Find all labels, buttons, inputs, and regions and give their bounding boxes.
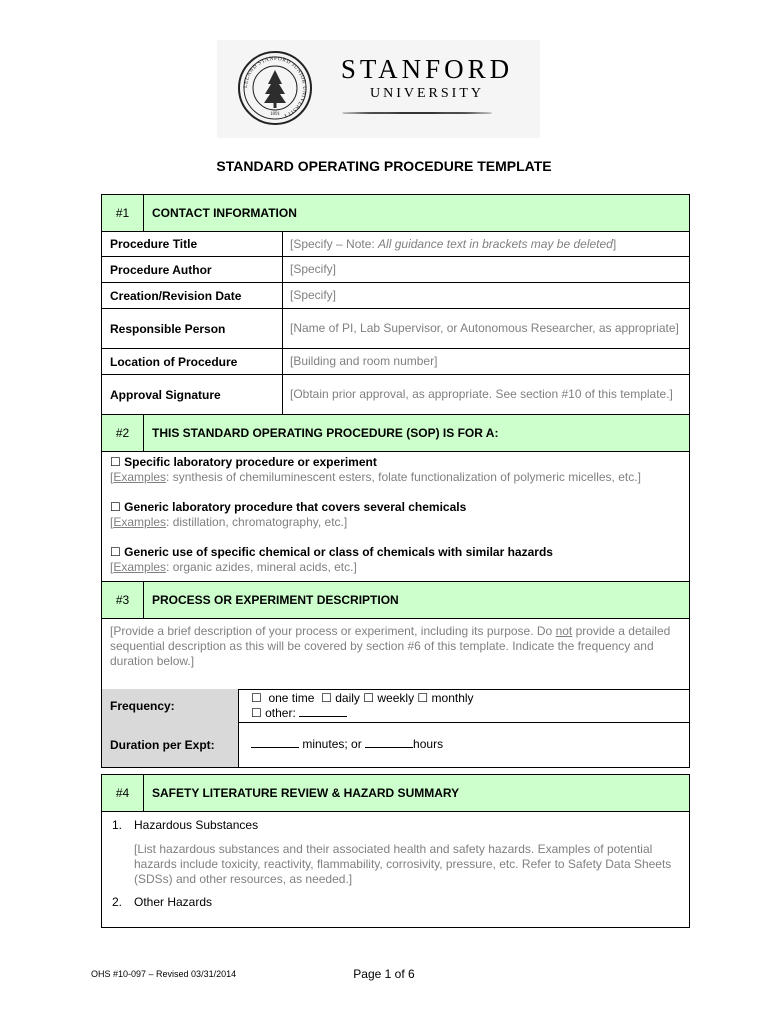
section-1-header	[101, 194, 690, 232]
option-specific-procedure: ☐ Specific laboratory procedure or experiment [Examples: synthesis of chemiluminescent esters, folate functionalization of polymeric micelles, etc.]	[110, 455, 641, 484]
list-item-hazardous-substances: Hazardous Substances	[134, 818, 259, 832]
info-row-approval-signature	[101, 375, 690, 415]
section-3-header	[101, 581, 690, 619]
minutes-input[interactable]	[251, 737, 299, 748]
frequency-row	[101, 689, 690, 723]
footer-revision: OHS #10-097 – Revised 03/31/2014	[91, 969, 237, 979]
option-example: : organic azides, mineral acids, etc.]	[166, 560, 357, 574]
minutes-text: minutes; or	[302, 737, 362, 751]
examples-label: Examples	[113, 470, 167, 484]
info-row-revision-date	[101, 283, 690, 309]
option-example: : distillation, chromatography, etc.]	[166, 515, 348, 529]
approval-signature-field[interactable]: [Obtain prior approval, as appropriate. See section #10 of this template.]	[290, 387, 673, 401]
footer-page-number: Page 1 of 6	[353, 967, 415, 981]
checkbox[interactable]: ☐	[110, 455, 121, 469]
checkbox[interactable]: ☐	[321, 691, 332, 705]
row-label: Approval Signature	[102, 375, 283, 414]
checkbox[interactable]: ☐	[251, 691, 262, 705]
row-label: Procedure Author	[102, 257, 283, 282]
hours-text: hours	[413, 737, 444, 751]
description-text: [Provide a brief description of your process or experiment, including its purpose. Do	[110, 624, 556, 638]
document-title: STANDARD OPERATING PROCEDURE TEMPLATE	[216, 158, 552, 174]
description-text: provide a detailed sequential description as this will be covered by section #6 of this template. Indicate the frequency and duration below.]	[110, 624, 671, 668]
checkbox[interactable]: ☐	[251, 706, 262, 720]
section-number: #3	[102, 582, 144, 618]
examples-label: Examples	[113, 515, 167, 529]
option-example: : synthesis of chemiluminescent esters, folate functionalization of polymeric micelles, etc.]	[166, 470, 641, 484]
freq-daily: daily	[335, 691, 360, 705]
revision-date-field[interactable]: [Specify]	[290, 288, 337, 302]
checkbox[interactable]: ☐	[417, 691, 429, 705]
option-generic-chemical: ☐ Generic use of specific chemical or class of chemicals with similar hazards [Examples: organic azides, mineral acids, etc.]	[110, 545, 553, 574]
stanford-logo	[217, 40, 540, 138]
frequency-label: Frequency:	[102, 689, 239, 722]
seal-year: 1891	[270, 112, 280, 117]
row-label: Responsible Person	[102, 309, 283, 348]
section-title: CONTACT INFORMATION	[152, 206, 297, 220]
section-number: #2	[102, 415, 144, 451]
hazard-guidance-text: [List hazardous substances and their associated health and safety hazards. Examples of potential hazards include toxicity, reactivity, flammability, corrosivity, pressure, etc. Refer to Safety Data Sheets (SDSs) and other resources, as needed.]	[134, 842, 672, 886]
info-row-procedure-title	[101, 232, 690, 257]
row-label: Creation/Revision Date	[102, 283, 283, 308]
examples-label: Examples	[113, 560, 167, 574]
section-title: THIS STANDARD OPERATING PROCEDURE (SOP) IS FOR A:	[152, 426, 499, 440]
frequency-options	[239, 689, 689, 722]
duration-fields	[239, 722, 689, 767]
info-row-location	[101, 349, 690, 375]
responsible-person-field[interactable]: [Name of PI, Lab Supervisor, or Autonomous Researcher, as appropriate]	[290, 321, 679, 335]
hours-input[interactable]	[365, 737, 413, 748]
university-subtitle: UNIVERSITY	[370, 86, 484, 101]
value-italic: All guidance text in brackets may be deleted	[378, 236, 613, 251]
process-description-field[interactable]	[101, 618, 690, 690]
freq-one-time: one time	[268, 691, 315, 705]
value-text: [Specify – Note:	[290, 236, 379, 251]
checkbox[interactable]: ☐	[110, 500, 121, 514]
option-generic-procedure: ☐ Generic laboratory procedure that covers several chemicals [Examples: distillation, chromatography, etc.]	[110, 500, 467, 529]
value-text: ]	[612, 236, 617, 251]
stanford-seal-icon	[237, 50, 313, 126]
sop-type-options	[101, 451, 690, 582]
section-4-header	[101, 774, 690, 812]
duration-label: Duration per Expt:	[102, 722, 239, 767]
row-label: Procedure Title	[102, 232, 283, 256]
wordmark-divider	[342, 112, 492, 114]
freq-other: other:	[265, 706, 296, 720]
procedure-title-field[interactable]	[283, 232, 689, 256]
option-label: Generic use of specific chemical or class of chemicals with similar hazards	[124, 545, 553, 559]
section-title: PROCESS OR EXPERIMENT DESCRIPTION	[152, 593, 399, 607]
option-label: Specific laboratory procedure or experiment	[124, 455, 377, 469]
seal-text: LELAND STANFORD JUNIOR UNIVERSITY	[242, 55, 308, 119]
freq-other-input[interactable]	[299, 706, 347, 717]
section-number: #4	[102, 775, 144, 811]
hazard-summary-field[interactable]	[101, 812, 690, 928]
section-number: #1	[102, 195, 144, 231]
freq-monthly: monthly	[431, 691, 474, 705]
row-label: Location of Procedure	[102, 349, 283, 374]
freq-weekly: weekly	[377, 691, 415, 705]
list-number: 2.	[112, 895, 123, 909]
duration-row	[101, 722, 690, 768]
checkbox[interactable]: ☐	[363, 691, 375, 705]
description-emphasis: not	[555, 624, 573, 638]
section-2-header	[101, 414, 690, 452]
info-row-responsible-person	[101, 309, 690, 349]
info-row-procedure-author	[101, 257, 690, 283]
checkbox[interactable]: ☐	[110, 545, 121, 559]
location-field[interactable]: [Building and room number]	[290, 354, 438, 368]
university-name: STANFORD	[340, 54, 514, 84]
procedure-author-field[interactable]: [Specify]	[290, 262, 337, 276]
section-title: SAFETY LITERATURE REVIEW & HAZARD SUMMARY	[152, 786, 460, 800]
list-item-other-hazards: Other Hazards	[134, 895, 213, 909]
option-label: Generic laboratory procedure that covers several chemicals	[124, 500, 467, 514]
list-number: 1.	[112, 818, 123, 832]
